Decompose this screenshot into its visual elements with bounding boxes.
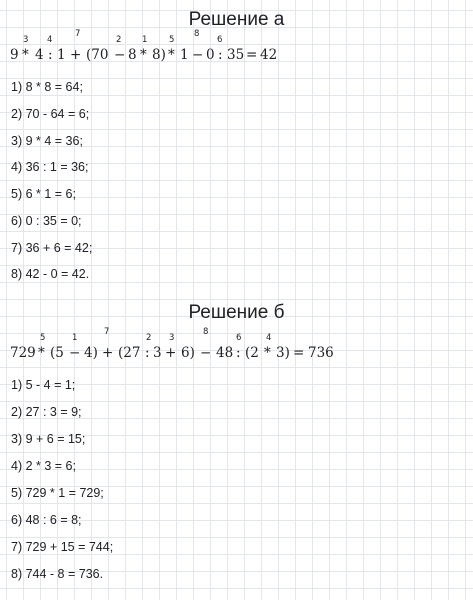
expr-operator: −	[200, 345, 212, 361]
expr-token: 4)	[84, 345, 98, 361]
expr-token: (5	[50, 345, 64, 361]
expr-operator: +	[102, 345, 114, 361]
order-mark: 6	[236, 333, 242, 343]
expr-token: 9	[10, 47, 19, 63]
order-mark: 6	[217, 35, 223, 45]
order-mark: 1	[142, 35, 148, 45]
order-mark: 8	[203, 327, 209, 337]
expr-token: 8	[128, 47, 137, 63]
expr-token: 6)	[181, 345, 195, 361]
solution-step: 8) 42 - 0 = 42.	[11, 267, 90, 281]
order-mark: 1	[72, 333, 78, 343]
solution-step: 3) 9 + 6 = 15;	[11, 432, 86, 446]
solution-step: 4) 2 * 3 = 6;	[11, 459, 76, 473]
order-mark: 4	[47, 35, 53, 45]
solution-step: 2) 70 - 64 = 6;	[11, 107, 90, 121]
solution-step: 5) 6 * 1 = 6;	[11, 187, 76, 201]
expr-token: 3	[153, 345, 162, 361]
expr-operator: *	[22, 47, 29, 63]
expr-operator: *	[264, 345, 271, 361]
expr-token: (27	[118, 345, 141, 361]
part-b-title: Решение б	[188, 302, 285, 323]
order-mark: 5	[40, 333, 46, 343]
expr-operator: =	[293, 345, 305, 361]
solution-step: 3) 9 * 4 = 36;	[11, 134, 83, 148]
expr-token: 0	[206, 47, 215, 63]
expr-operator: :	[218, 47, 223, 63]
expr-operator: −	[114, 47, 126, 63]
solution-step: 6) 0 : 35 = 0;	[11, 214, 82, 228]
expr-operator: +	[70, 47, 82, 63]
order-mark: 7	[75, 29, 81, 39]
expr-operator: −	[192, 47, 204, 63]
expr-operator: :	[236, 345, 241, 361]
order-mark: 2	[116, 35, 122, 45]
order-mark: 7	[104, 327, 110, 337]
solution-step: 7) 729 + 15 = 744;	[11, 540, 114, 554]
expr-token: 729	[10, 345, 36, 361]
part-a-title: Решение а	[188, 9, 285, 30]
solution-step: 7) 36 + 6 = 42;	[11, 241, 93, 255]
expr-result: 736	[308, 345, 334, 361]
order-mark: 3	[169, 333, 175, 343]
solution-step: 4) 36 : 1 = 36;	[11, 160, 89, 174]
expr-token: 35	[227, 47, 245, 63]
expr-operator: *	[140, 47, 147, 63]
solution-step: 8) 744 - 8 = 736.	[11, 567, 104, 581]
solution-step: 1) 8 * 8 = 64;	[11, 80, 83, 94]
expr-operator: :	[48, 47, 53, 63]
solution-step: 2) 27 : 3 = 9;	[11, 405, 82, 419]
solution-step: 1) 5 - 4 = 1;	[11, 378, 76, 392]
expr-operator: *	[38, 345, 45, 361]
expr-token: (70	[86, 47, 109, 63]
order-mark: 5	[169, 35, 175, 45]
expr-token: 1	[180, 47, 189, 63]
expr-token: 48	[216, 345, 234, 361]
expr-token: 8)	[152, 47, 166, 63]
solution-step: 6) 48 : 6 = 8;	[11, 513, 82, 527]
expr-token: 1	[57, 47, 66, 63]
order-mark: 8	[194, 29, 200, 39]
expr-token: (2	[245, 345, 259, 361]
order-mark: 2	[146, 333, 152, 343]
order-mark: 3	[23, 35, 29, 45]
order-mark: 4	[266, 333, 272, 343]
expr-operator: −	[69, 345, 81, 361]
expr-operator: +	[165, 345, 177, 361]
expr-operator: =	[246, 47, 258, 63]
expr-result: 42	[260, 47, 278, 63]
expr-token: 4	[35, 47, 44, 63]
expr-operator: *	[168, 47, 175, 63]
expr-operator: :	[145, 345, 150, 361]
solution-step: 5) 729 * 1 = 729;	[11, 486, 104, 500]
expr-token: 3)	[276, 345, 290, 361]
